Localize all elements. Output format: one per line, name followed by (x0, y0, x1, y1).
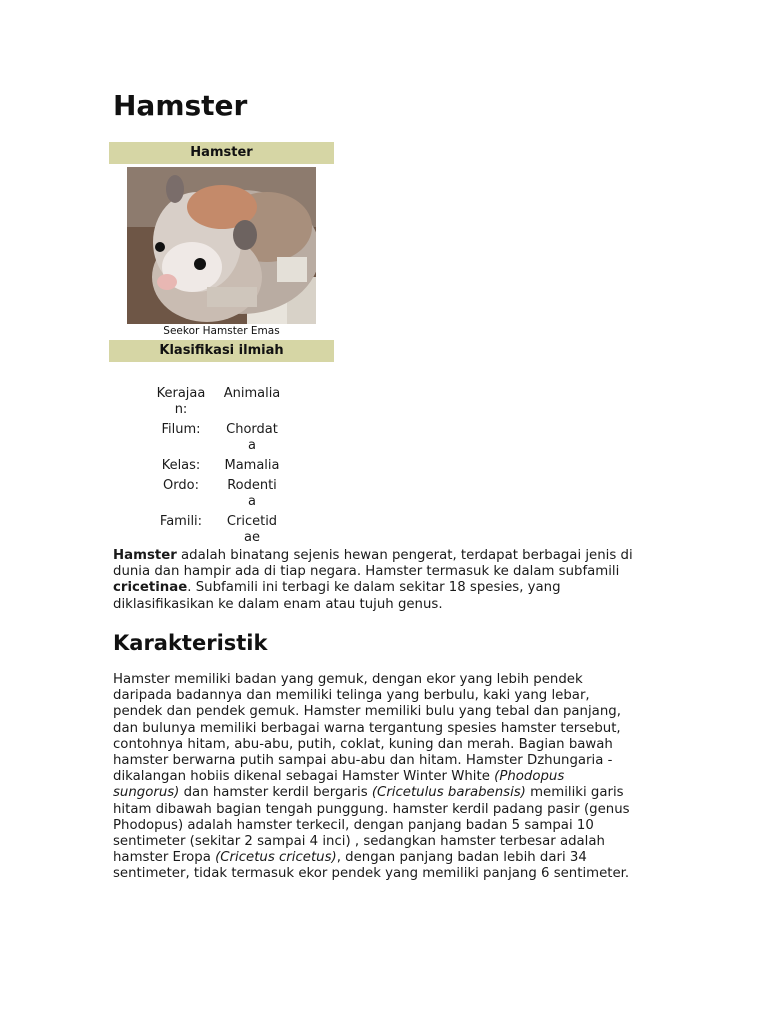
classification-header: Klasifikasi ilmiah (109, 340, 334, 362)
classification-row (109, 514, 334, 546)
classification-key: Famili: (159, 514, 203, 529)
text-line: sentimeter (sekitar 2 sampai 4 inci) , sedangkan hamster terbesar adalah (113, 834, 605, 850)
infobox (109, 142, 334, 545)
image-caption: Seekor Hamster Emas (163, 325, 280, 337)
text-line: diklasifikasikan ke dalam enam atau tujuh genus. (113, 596, 443, 612)
classification-key: Ordo: (163, 478, 199, 493)
intro-paragraph (113, 548, 658, 613)
text-line: dikalangan hobiis dikenal sebagai Hamster Winter White (Phodopus (113, 769, 565, 785)
classification-row (109, 458, 334, 474)
text-line: sentimeter, tidak termasuk ekor pendek yang memiliki panjang 6 sentimeter. (113, 866, 630, 882)
classification-value: Chordat a (226, 422, 278, 453)
classification-value: Animalia (223, 386, 281, 401)
classification-key: Kerajaa n: (156, 386, 206, 417)
hamster-photo (127, 167, 316, 324)
classification-value: Cricetid ae (226, 514, 278, 545)
classification-value: Mamalia (224, 458, 280, 473)
text-line: Hamster memiliki badan yang gemuk, dengan ekor yang lebih pendek (113, 672, 583, 687)
section-heading-karakteristik: Karakteristik (113, 631, 268, 655)
text-line: pendek dan pendek gemuk. Hamster memiliki bulu yang tebal dan panjang, (113, 704, 621, 720)
classification-row (109, 422, 334, 454)
text-line: dan bulunya memiliki berbagai warna tergantung spesies hamster tersebut, (113, 720, 621, 736)
text-line: daripada badannya dan memiliki telinga yang berbulu, kaki yang lebar, (113, 688, 590, 704)
text-line: cricetinae. Subfamili ini terbagi ke dalam sekitar 18 spesies, yang (113, 580, 561, 596)
classification-value: Rodenti a (227, 478, 277, 509)
text-line: contohnya hitam, abu-abu, putih, coklat, kuning dan merah. Bagian bawah (113, 736, 613, 752)
classification-key: Filum: (161, 422, 201, 437)
text-line: hamster Eropa (Cricetus cricetus), dengan panjang badan lebih dari 34 (113, 850, 587, 866)
classification-row (109, 478, 334, 510)
infobox-header: Hamster (109, 142, 334, 164)
karakteristik-paragraph (113, 672, 658, 883)
text-line: dunia dan hampir ada di tiap negara. Hamster termasuk ke dalam subfamili (113, 564, 620, 580)
classification-row (109, 386, 334, 418)
text-line: hitam dibawah bagian tengah punggung. hamster kerdil padang pasir (genus (113, 801, 630, 817)
page-title: Hamster (113, 89, 248, 122)
text-line: Hamster adalah binatang sejenis hewan pengerat, terdapat berbagai jenis di (113, 548, 633, 563)
text-line: sungorus) dan hamster kerdil bergaris (Cricetulus barabensis) memiliki garis (113, 785, 624, 801)
text-line: Phodopus) adalah hamster terkecil, dengan panjang badan 5 sampai 10 (113, 817, 594, 833)
classification-key: Kelas: (161, 458, 201, 473)
text-line: hamster berwarna putih sampai abu-abu dan hitam. Hamster Dzhungaria - (113, 753, 613, 769)
